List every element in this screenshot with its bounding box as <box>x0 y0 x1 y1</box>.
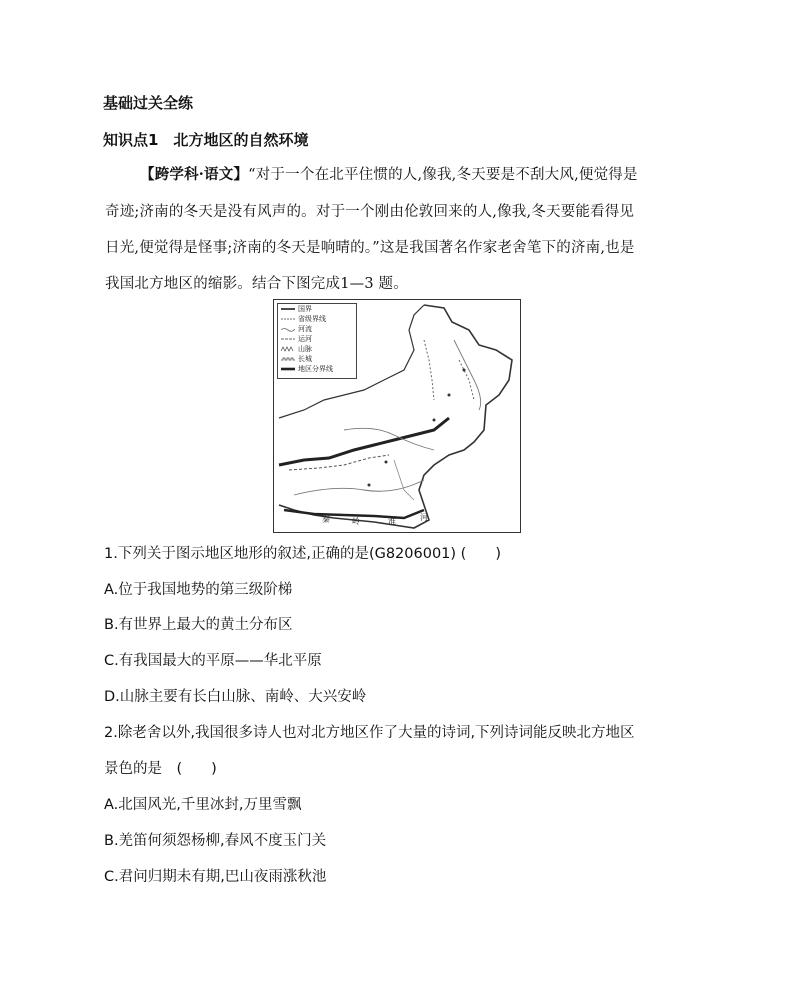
legend-swatch <box>281 366 295 372</box>
section-title: 基础过关全练 <box>103 94 194 112</box>
question-1-stem: 1.下列关于图示地区地形的叙述,正确的是(G8206001) ( ) <box>104 546 501 562</box>
intro-line-1-text: “对于一个在北平住惯的人,像我,冬天要是不刮大风,便觉得是 <box>248 167 638 183</box>
legend-item-river <box>278 324 356 334</box>
legend-swatch <box>281 316 295 322</box>
legend-swatch <box>281 356 295 362</box>
question-1-option-d: D.山脉主要有长白山脉、南岭、大兴安岭 <box>104 689 367 705</box>
legend-label: 河流 <box>298 325 312 333</box>
legend-item-mountain <box>278 344 356 354</box>
north-china-map <box>273 299 521 533</box>
intro-line-3: 日光,便觉得是怪事;济南的冬天是响晴的。”这是我国著名作家老舍笔下的济南,也是 <box>105 240 635 256</box>
knowledge-point-title: 知识点1 北方地区的自然环境 <box>103 131 309 149</box>
subject-tag: 【跨学科·语文】 <box>140 166 249 183</box>
legend-swatch <box>281 336 295 342</box>
legend-label: 省级界线 <box>298 315 326 323</box>
map-label-qin: 秦 <box>322 515 330 524</box>
legend-label: 山脉 <box>298 345 312 353</box>
legend-item-region-boundary <box>278 364 356 374</box>
map-label-huai: 淮 <box>388 517 396 526</box>
legend-label: 运河 <box>298 335 312 343</box>
question-2-option-b: B.羌笛何须怨杨柳,春风不度玉门关 <box>104 833 327 849</box>
question-2-stem-line-1: 2.除老舍以外,我国很多诗人也对北方地区作了大量的诗词,下列诗词能反映北方地区 <box>104 725 635 741</box>
intro-line-1 <box>140 163 638 184</box>
question-1-option-a: A.位于我国地势的第三级阶梯 <box>104 582 293 598</box>
legend-item-canal <box>278 334 356 344</box>
map-legend <box>277 303 357 379</box>
legend-label: 长城 <box>298 355 312 363</box>
question-1-option-b: B.有世界上最大的黄土分布区 <box>104 617 293 633</box>
legend-swatch <box>281 326 295 332</box>
legend-label: 国界 <box>298 305 312 313</box>
question-2-option-a: A.北国风光,千里冰封,万里雪飘 <box>104 797 302 813</box>
legend-item-great-wall <box>278 354 356 364</box>
legend-item-border <box>278 304 356 314</box>
question-2-stem-line-2: 景色的是 ( ) <box>104 761 217 777</box>
intro-line-4: 我国北方地区的缩影。结合下图完成1—3 题。 <box>105 276 408 292</box>
question-2-option-c: C.君问归期未有期,巴山夜雨涨秋池 <box>104 869 327 885</box>
legend-swatch <box>281 346 295 352</box>
legend-label: 地区分界线 <box>298 365 333 373</box>
map-label-ling: 岭 <box>352 517 360 526</box>
map-label-he: 河 <box>420 513 428 522</box>
legend-item-province <box>278 314 356 324</box>
question-1-option-c: C.有我国最大的平原——华北平原 <box>104 653 322 669</box>
intro-line-2: 奇迹;济南的冬天是没有风声的。对于一个刚由伦敦回来的人,像我,冬天要能看得见 <box>105 204 635 220</box>
legend-swatch <box>281 306 295 312</box>
